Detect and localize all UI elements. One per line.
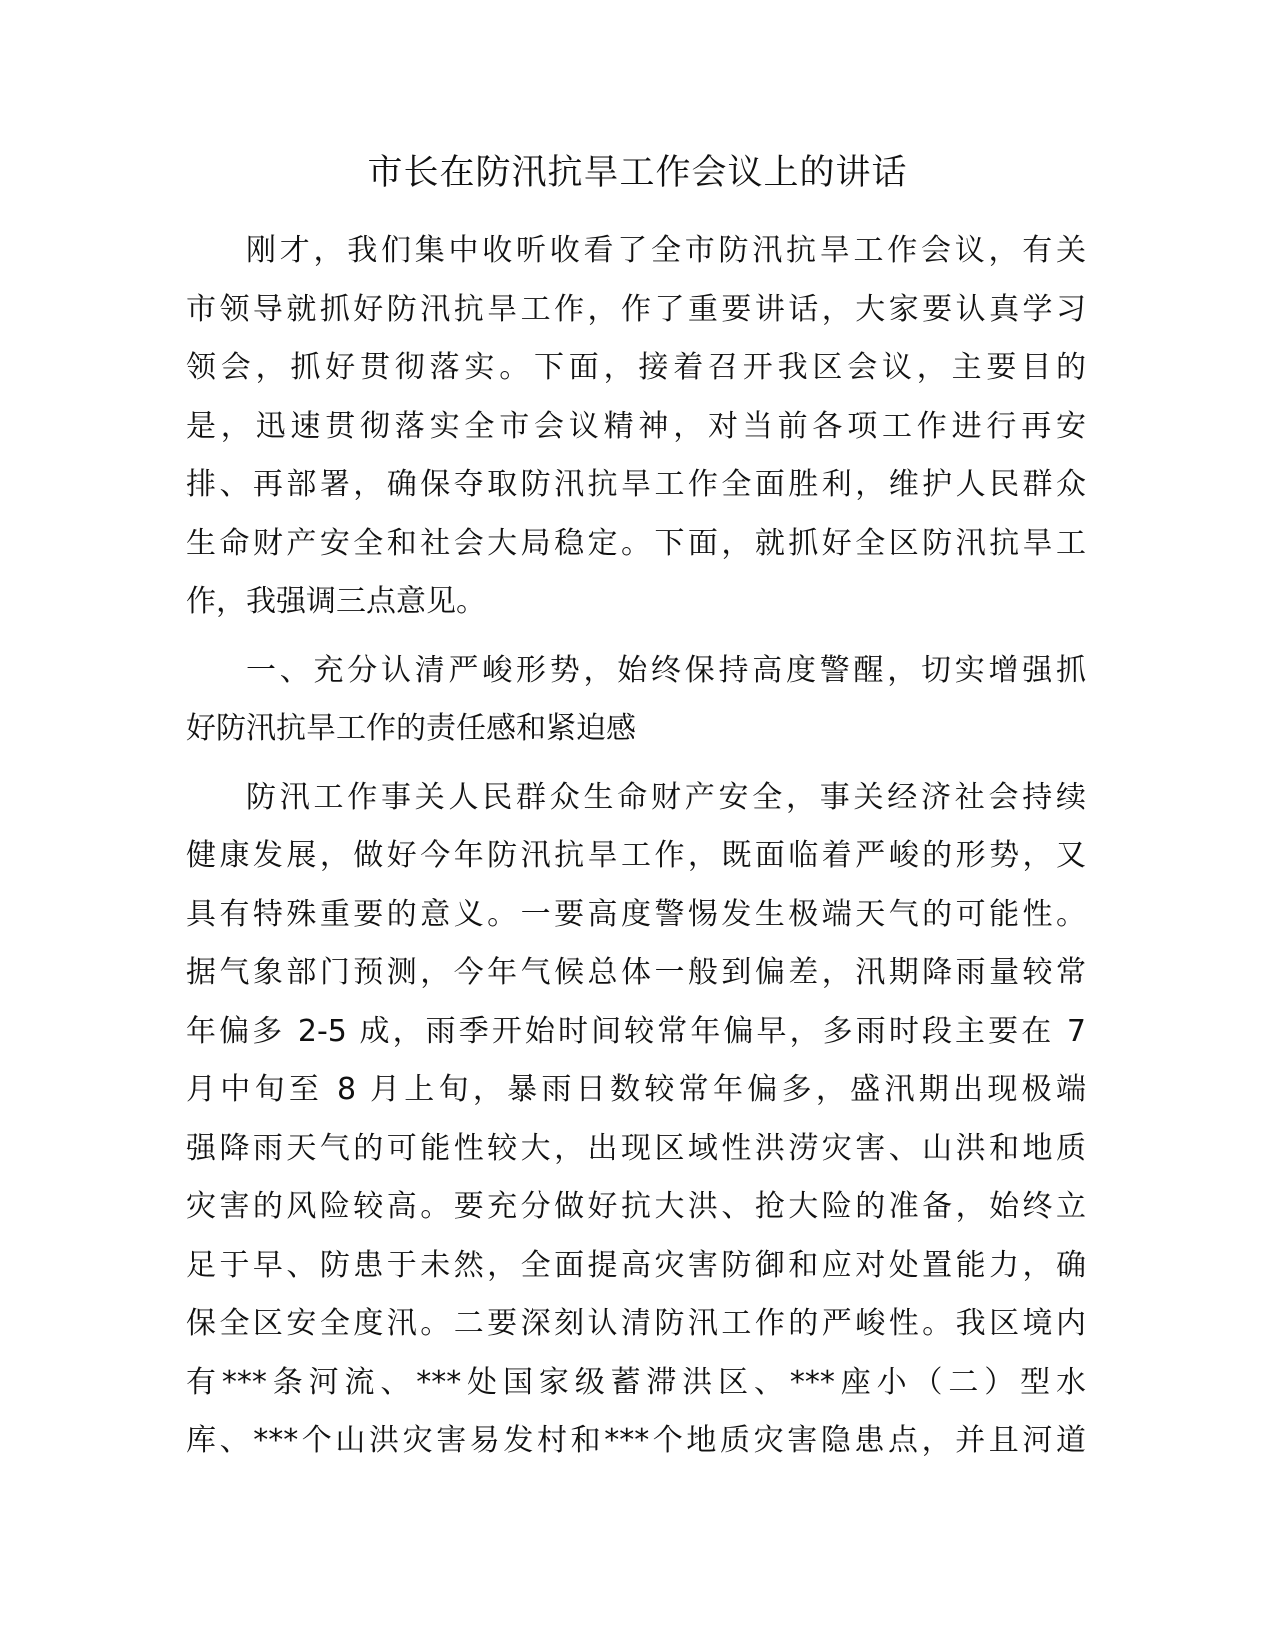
- text-line: 年偏多 2-5 成，雨季开始时间较常年偏早，多雨时段主要在 7: [186, 1013, 1086, 1049]
- text-line: 一、充分认清严峻形势，始终保持高度警醒，切实增强抓: [246, 652, 1086, 688]
- text-line: 领会，抓好贯彻落实。下面，接着召开我区会议，主要目的: [186, 350, 1086, 385]
- paragraph-section-1: [186, 769, 1086, 1471]
- text-line: 刚才，我们集中收听收看了全市防汛抗旱工作会议，有关: [246, 233, 1086, 268]
- text-line: 好防汛抗旱工作的责任感和紧迫感: [186, 711, 636, 746]
- text-line: 有***条河流、***处国家级蓄滞洪区、***座小（二）型水: [186, 1364, 1086, 1400]
- text-line: 排、再部署，确保夺取防汛抗旱工作全面胜利，维护人民群众: [186, 467, 1086, 502]
- text-line: 强降雨天气的可能性较大，出现区域性洪涝灾害、山洪和地质: [186, 1130, 1086, 1166]
- text-line: 据气象部门预测，今年气候总体一般到偏差，汛期降雨量较常: [186, 955, 1086, 990]
- text-line: 作，我强调三点意见。: [186, 584, 486, 619]
- text-line: 灾害的风险较高。要充分做好抗大洪、抢大险的准备，始终立: [186, 1189, 1086, 1224]
- text-line: 市领导就抓好防汛抗旱工作，作了重要讲话，大家要认真学习: [186, 291, 1086, 327]
- text-line: 库、***个山洪灾害易发村和***个地质灾害隐患点，并且河道: [186, 1423, 1086, 1458]
- document-body: [186, 222, 1086, 1481]
- text-line: 保全区安全度汛。二要深刻认清防汛工作的严峻性。我区境内: [186, 1306, 1086, 1341]
- section-heading-1: [186, 642, 1086, 759]
- text-line: 足于早、防患于未然，全面提高灾害防御和应对处置能力，确: [186, 1247, 1086, 1283]
- text-line: 生命财产安全和社会大局稳定。下面，就抓好全区防汛抗旱工: [186, 525, 1086, 561]
- document-title: 市长在防汛抗旱工作会议上的讲话: [367, 153, 908, 193]
- paragraph-intro: [186, 222, 1086, 632]
- text-line: 防汛工作事关人民群众生命财产安全，事关经济社会持续: [246, 779, 1086, 815]
- text-line: 是，迅速贯彻落实全市会议精神，对当前各项工作进行再安: [186, 408, 1086, 444]
- text-line: 具有特殊重要的意义。一要高度警惕发生极端天气的可能性。: [186, 896, 1086, 932]
- text-line: 健康发展，做好今年防汛抗旱工作，既面临着严峻的形势，又: [186, 838, 1086, 873]
- text-line: 月中旬至 8 月上旬，暴雨日数较常年偏多，盛汛期出现极端: [186, 1072, 1086, 1107]
